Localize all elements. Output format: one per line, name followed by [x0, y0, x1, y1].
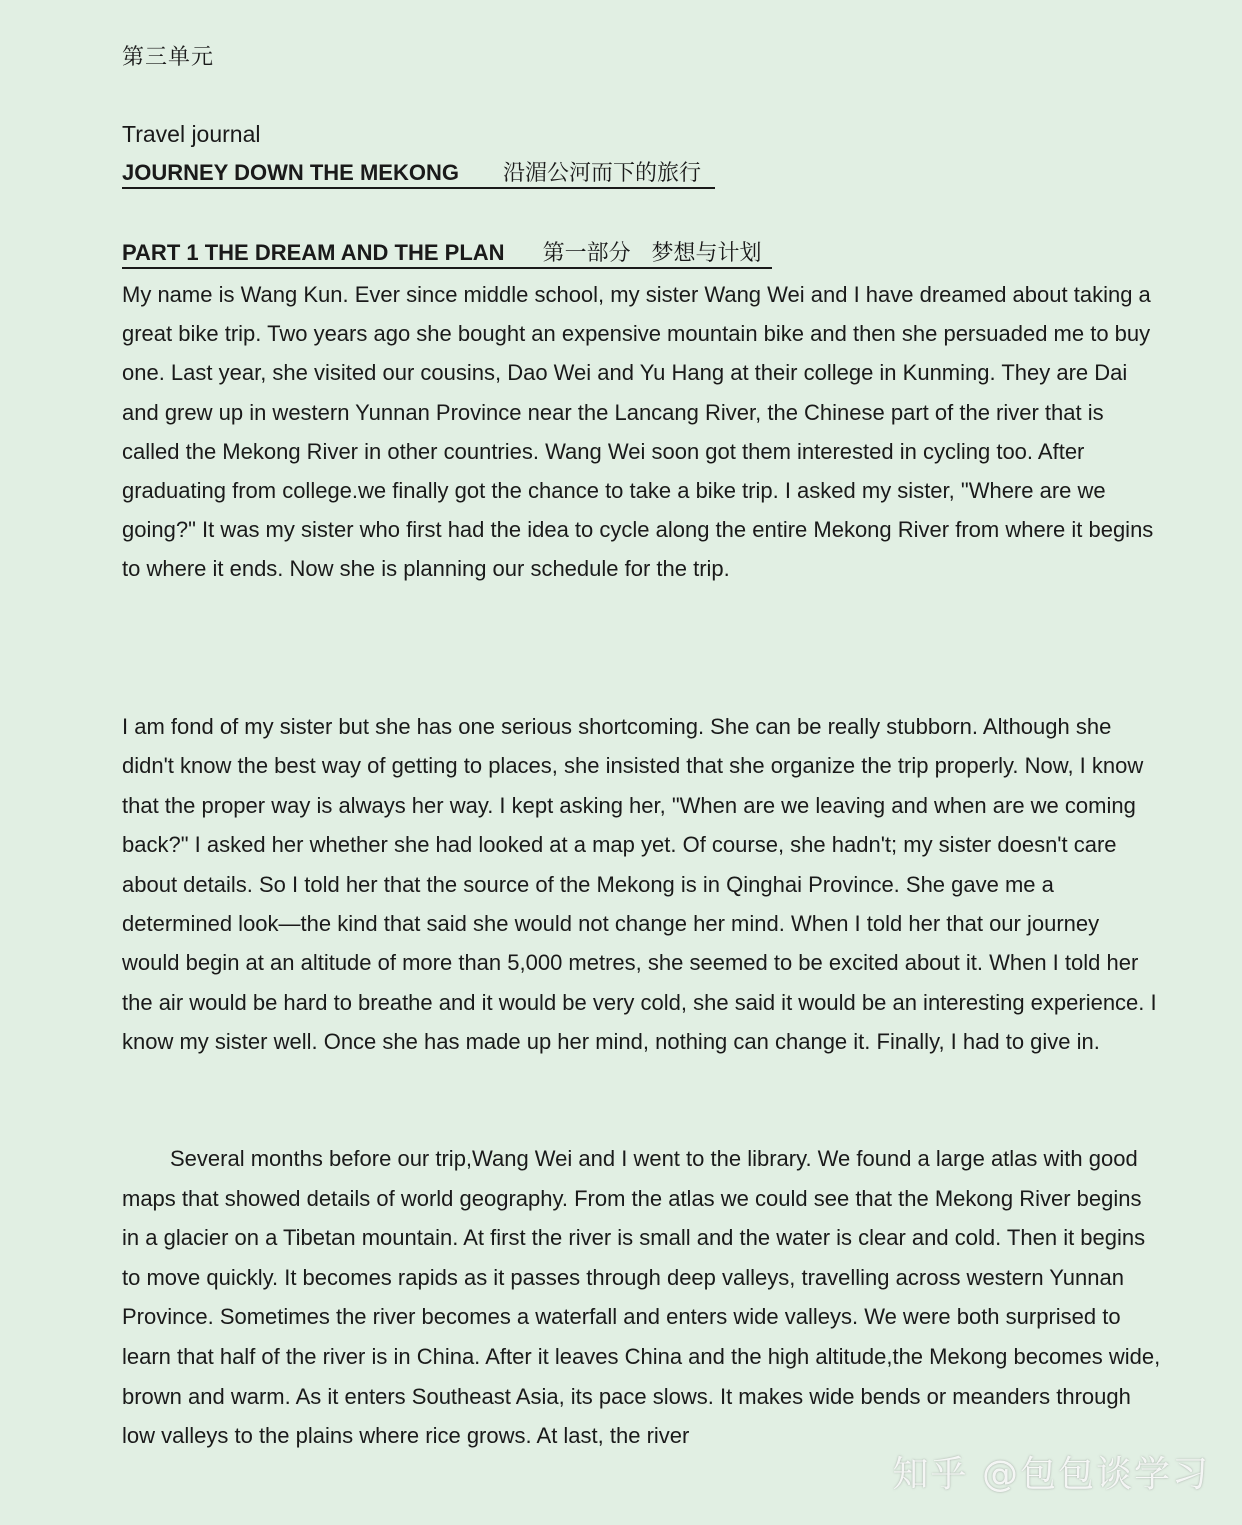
paragraph-2: I am fond of my sister but she has one serious shortcoming. She can be really stubborn. Although she didn't know the best way of getting to places, she insisted that she organize the trip properly. Now, I know that the proper way is always her way. I kept asking her, "When are we leaving and when are we coming back?" I asked her whether she had looked at a map yet. Of course, she hadn't; my sister doesn't care about details. So I told her that the source of the Mekong is in Qinghai Province. She gave me a determined look—the kind that said she would not change her mind. When I told her that our journey would begin at an altitude of more than 5,000 metres, she seemed to be excited about it. When I told her the air would be hard to breathe and it would be very cold, she said it would be an interesting experience. I know my sister well. Once she has made up her mind, nothing can change it. Finally, I had to give in.: [122, 714, 1157, 1055]
lesson-title: [122, 160, 715, 189]
paragraph-3: Several months before our trip,Wang Wei and I went to the library. We found a large atlas with good maps that showed details of world geography. From the atlas we could see that the Mekong River begins in a glacier on a Tibetan mountain. At first the river is small and the water is clear and cold. Then it begins to move quickly. It becomes rapids as it passes through deep valleys, travelling across western Yunnan Province. Sometimes the river becomes a waterfall and enters wide valleys. We were both surprised to learn that half of the river is in China. After it leaves China and the high altitude,the Mekong becomes wide, brown and warm. As it enters Southeast Asia, its pace slows. It makes wide bends or meanders through low valleys to the plains where rice grows. At last, the river: [122, 1146, 1161, 1449]
paragraph-1: My name is Wang Kun. Ever since middle school, my sister Wang Wei and I have dreamed about taking a great bike trip. Two years ago she bought an expensive mountain bike and then she persuaded me to buy one. Last year, she visited our cousins, Dao Wei and Yu Hang at their college in Kunming. They are Dai and grew up in western Yunnan Province near the Lancang River, the Chinese part of the river that is called the Mekong River in other countries. Wang Wei soon got them interested in cycling too. After graduating from college.we finally got the chance to take a bike trip. I asked my sister, "Where are we going?" It was my sister who first had the idea to cycle along the entire Mekong River from where it begins to where it ends. Now she is planning our schedule for the trip.: [122, 282, 1154, 582]
part-heading-en: PART 1 THE DREAM AND THE PLAN: [122, 240, 505, 265]
subject-label: Travel journal: [122, 121, 261, 147]
unit-label: 第三单元: [122, 45, 215, 70]
part-heading: [122, 240, 772, 269]
watermark: 知乎 @包包谈学习: [892, 1454, 1210, 1495]
part-heading-zh: 第一部分 梦想与计划: [542, 241, 762, 266]
lesson-title-zh: 沿湄公河而下的旅行: [502, 161, 701, 186]
lesson-title-en: JOURNEY DOWN THE MEKONG: [122, 160, 459, 185]
